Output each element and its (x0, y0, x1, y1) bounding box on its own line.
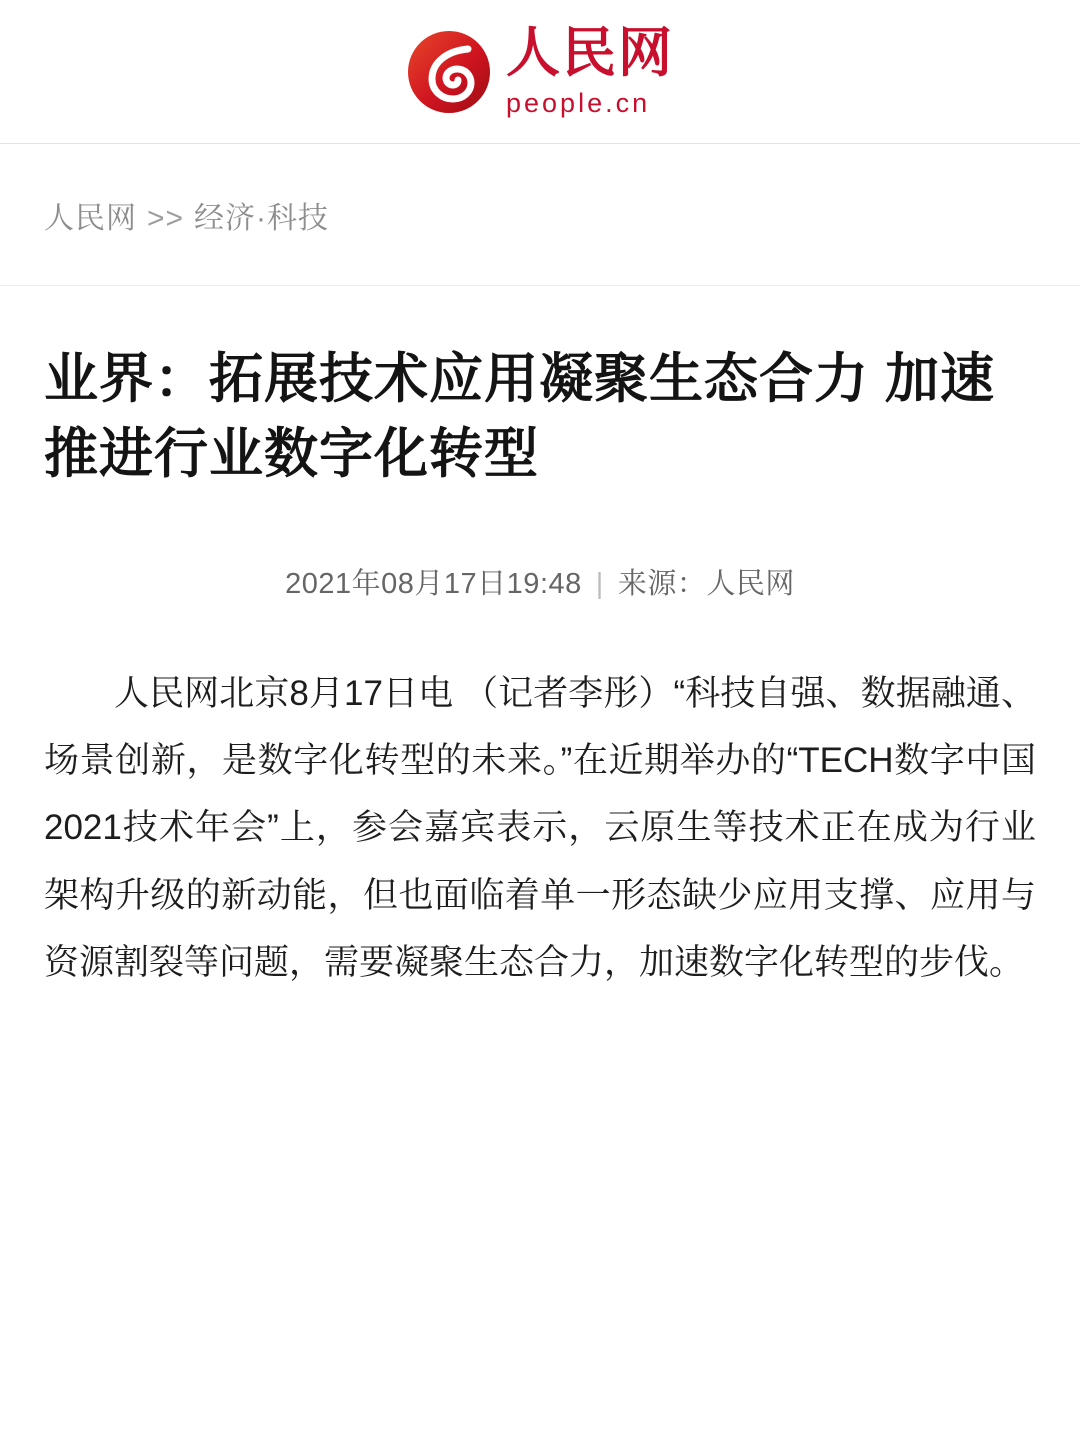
site-logo[interactable] (406, 23, 674, 118)
breadcrumb-separator: >> (147, 201, 185, 235)
article-meta (44, 561, 1036, 602)
article-container (0, 342, 1080, 996)
breadcrumb-inner (44, 193, 329, 237)
meta-divider: | (595, 568, 604, 601)
site-masthead (0, 0, 1080, 144)
breadcrumb-item-home[interactable]: 人民网 (44, 201, 137, 235)
people-cn-logo-icon (406, 29, 492, 115)
logo-wordmark (506, 23, 674, 118)
logo-domain: people.cn (506, 88, 651, 118)
breadcrumb (0, 144, 1080, 286)
article-paragraph: 人民网北京8月17日电 （记者李彤）“科技自强、数据融通、场景创新，是数字化转型的未来。”在近期举办的“TECH数字中国2021技术年会”上，参会嘉宾表示，云原生等技术正在成为行业架构升级的新动能，但也面临着单一形态缺少应用支撑、应用与资源割裂等问题，需要凝聚生态合力，加速数字化转型的步伐。 (44, 674, 1036, 982)
logo-chinese-name: 人民网 (506, 23, 674, 83)
page-title: 业界：拓展技术应用凝聚生态合力 加速推进行业数字化转型 (44, 349, 996, 484)
breadcrumb-item-section[interactable]: 经济·科技 (194, 201, 330, 235)
article-source-label: 来源： (617, 568, 707, 601)
article-source: 人民网 (706, 568, 795, 601)
article-body (44, 660, 1036, 996)
article-date: 2021年08月17日19:48 (285, 568, 582, 601)
